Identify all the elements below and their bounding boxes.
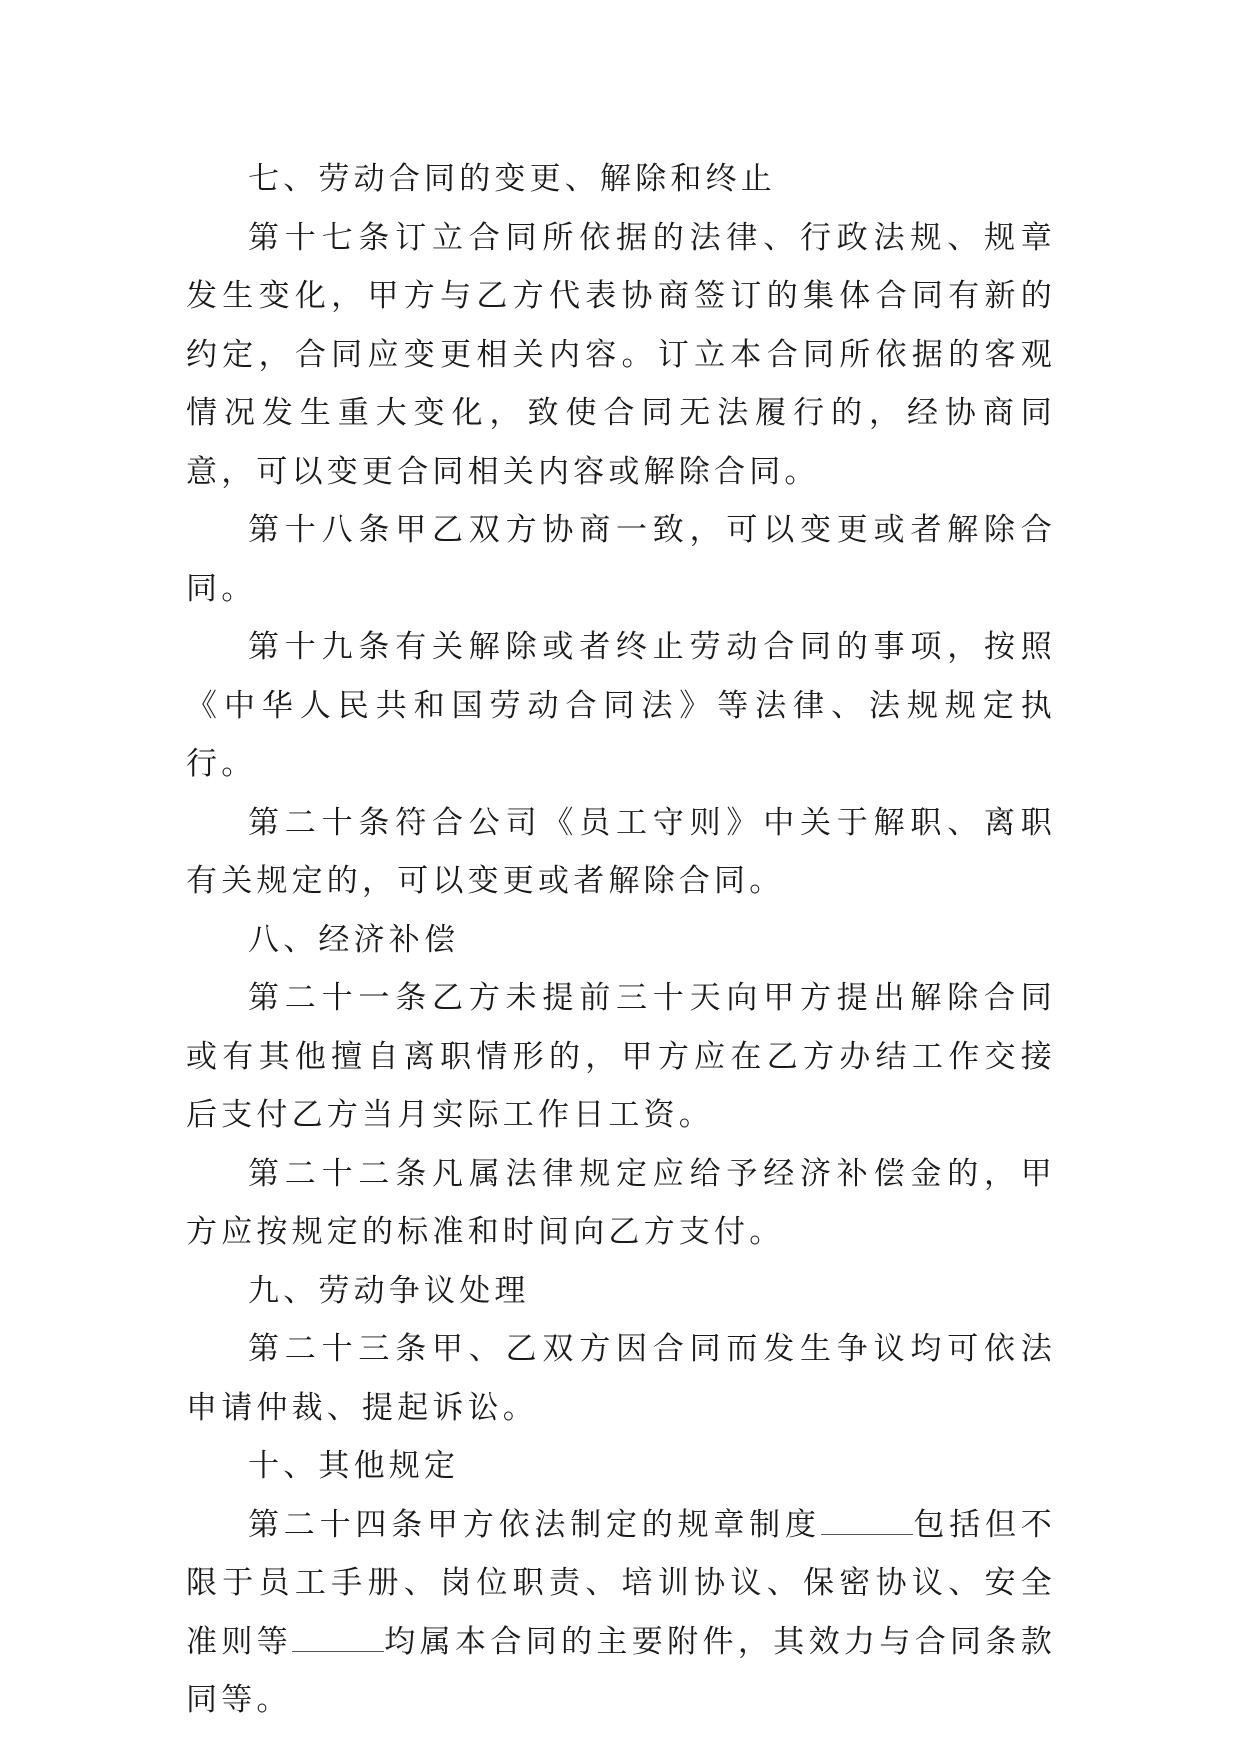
- article-19: 第十九条有关解除或者终止劳动合同的事项，按照《中华人民共和国劳动合同法》等法律、法规规定执行。: [186, 629, 1056, 782]
- article-23: 第二十三条甲、乙双方因合同而发生争议均可依法申请仲裁、提起诉讼。: [186, 1331, 1056, 1426]
- article-24-part3: 均属本合同的主要附件，其效力与合同条款同等。: [186, 1623, 1056, 1718]
- article-20: 第二十条符合公司《员工守则》中关于解职、离职有关规定的，可以变更或者解除合同。: [186, 804, 1056, 899]
- article-24: [186, 1496, 1056, 1730]
- section-heading-10: 十、其他规定: [248, 1448, 460, 1484]
- fill-in-blank[interactable]: [821, 1506, 913, 1535]
- section-heading-7: 七、劳动合同的变更、解除和终止: [248, 161, 776, 197]
- article-24-part1: 第二十四条甲方依法制定的规章制度: [248, 1506, 821, 1543]
- section-heading-8: 八、经济补偿: [248, 921, 460, 958]
- document-page: [186, 150, 1056, 1730]
- article-18: 第十八条甲乙双方协商一致，可以变更或者解除合同。: [186, 512, 1056, 607]
- article-17: 第十七条订立合同所依据的法律、行政法规、规章发生变化，甲方与乙方代表协商签订的集体合同有新的约定，合同应变更相关内容。订立本合同所依据的客观情况发生重大变化，致使合同无法履行的，经协商同意，可以变更合同相关内容或解除合同。: [186, 219, 1056, 490]
- article-22: 第二十二条凡属法律规定应给予经济补偿金的，甲方应按规定的标准和时间向乙方支付。: [186, 1155, 1056, 1250]
- article-24-part2: 包括但不限于员工手册、岗位职责、培训协议、保密协议、安全准则等: [186, 1506, 1056, 1660]
- section-heading-9: 九、劳动争议处理: [248, 1272, 530, 1309]
- fill-in-blank[interactable]: [292, 1623, 384, 1652]
- article-21: 第二十一条乙方未提前三十天向甲方提出解除合同或有其他擅自离职情形的，甲方应在乙方办结工作交接后支付乙方当月实际工作日工资。: [186, 980, 1056, 1133]
